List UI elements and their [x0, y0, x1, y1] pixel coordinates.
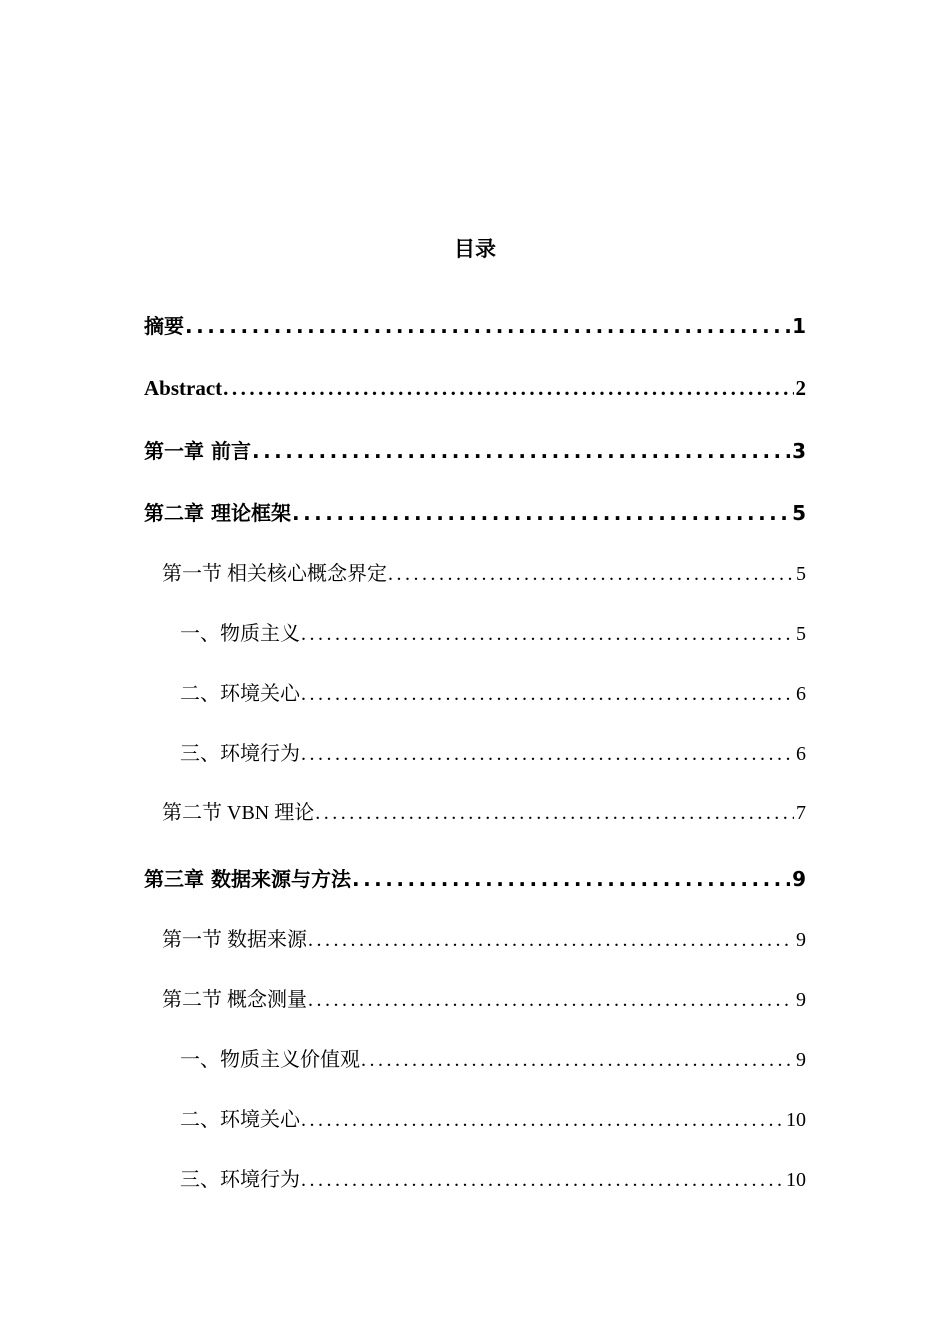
- toc-leader-dots: [301, 679, 794, 709]
- toc-leader-dots: [352, 864, 790, 894]
- toc-entry-label: 第一章 前言: [144, 439, 251, 463]
- toc-entry-label: 第二节 概念测量: [162, 989, 307, 1011]
- toc-entry-page: 9: [796, 929, 806, 951]
- toc-entry[interactable]: [180, 1045, 806, 1075]
- toc-entry-page: 10: [786, 1109, 806, 1131]
- toc-entry[interactable]: [180, 679, 806, 709]
- toc-leader-dots: [301, 1105, 784, 1135]
- toc-entry[interactable]: [144, 864, 806, 894]
- toc-entry-label: 三、环境行为: [180, 743, 300, 765]
- toc-leader-dots: [301, 619, 794, 649]
- toc-leader-dots: [252, 436, 790, 466]
- toc-entry-label: 一、物质主义: [180, 623, 300, 645]
- toc-entry-page: 9: [792, 867, 806, 891]
- toc-entry-page: 9: [796, 1049, 806, 1071]
- toc-leader-dots: [292, 498, 790, 528]
- toc-entry-page: 3: [792, 439, 806, 463]
- toc-leader-dots: [185, 311, 790, 341]
- toc-entry-label: 第一节 数据来源: [162, 929, 307, 951]
- toc-entry-label: Abstract: [144, 376, 223, 400]
- toc-entry[interactable]: [162, 985, 806, 1015]
- toc-entry[interactable]: [144, 311, 806, 341]
- toc-entry-page: 6: [796, 683, 806, 705]
- toc-entry-page: 5: [796, 563, 806, 585]
- toc-leader-dots: [301, 1165, 784, 1195]
- toc-entry[interactable]: [180, 619, 806, 649]
- toc-entry[interactable]: [144, 436, 806, 466]
- toc-entry-page: 9: [796, 989, 806, 1011]
- toc-entry[interactable]: [144, 373, 806, 403]
- toc-entry-page: 5: [796, 623, 806, 645]
- toc-entry-label: 一、物质主义价值观: [180, 1049, 360, 1071]
- toc-entry-label: 三、环境行为: [180, 1169, 300, 1191]
- toc-entry-page: 10: [786, 1169, 806, 1191]
- toc-entry-page: 2: [795, 376, 806, 400]
- toc-leader-dots: [308, 985, 794, 1015]
- toc-entry-label: 第三章 数据来源与方法: [144, 867, 351, 891]
- toc-leader-dots: [308, 925, 794, 955]
- toc-entry-label: 第一节 相关核心概念界定: [162, 563, 387, 585]
- toc-entry-label: 摘要: [144, 314, 184, 338]
- toc-entry-page: 1: [792, 314, 806, 338]
- toc-entry[interactable]: [180, 1165, 806, 1195]
- toc-leader-dots: [361, 1045, 794, 1075]
- toc-entry[interactable]: [180, 1105, 806, 1135]
- toc-leader-dots: [315, 798, 794, 828]
- toc-entry[interactable]: [162, 925, 806, 955]
- toc-entry-page: 5: [792, 501, 806, 525]
- toc-entry[interactable]: [144, 498, 806, 528]
- toc-entry[interactable]: [180, 739, 806, 769]
- toc-entry-page: 6: [796, 743, 806, 765]
- toc-leader-dots: [301, 739, 794, 769]
- toc-entry[interactable]: [162, 798, 806, 828]
- toc-entry-page: 7: [796, 802, 806, 824]
- toc-entry-label: 二、环境关心: [180, 1109, 300, 1131]
- toc-leader-dots: [388, 559, 794, 589]
- toc-leader-dots: [223, 373, 793, 403]
- toc-title: 目录: [454, 237, 496, 261]
- toc-entry-label: 第二节 VBN 理论: [162, 802, 315, 824]
- toc-entry-label: 第二章 理论框架: [144, 501, 291, 525]
- toc-entry[interactable]: [162, 559, 806, 589]
- toc-entry-label: 二、环境关心: [180, 683, 300, 705]
